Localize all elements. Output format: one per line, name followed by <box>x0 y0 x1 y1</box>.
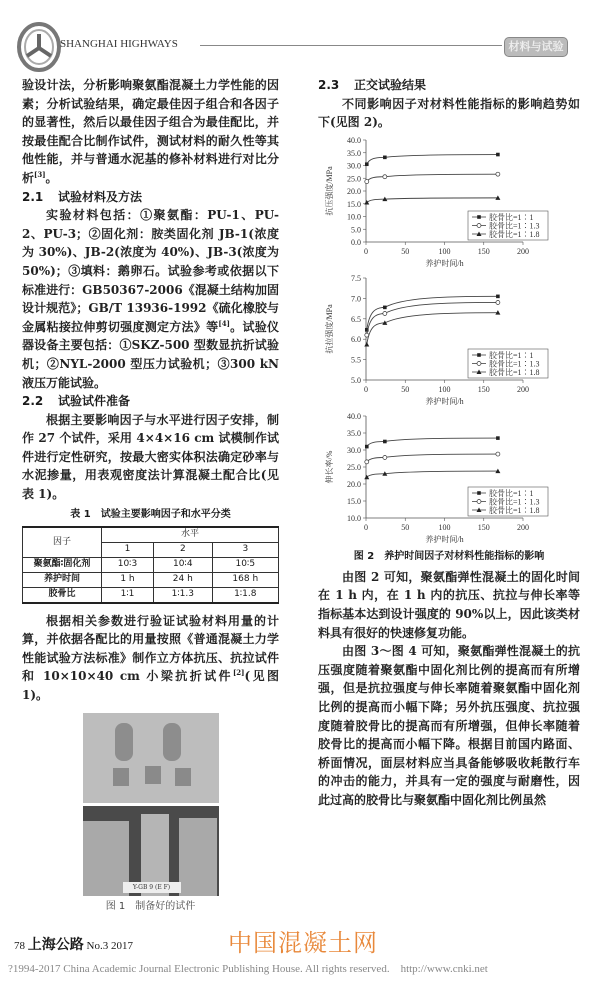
two-column-body <box>0 76 600 918</box>
y-tick-label: 30.0 <box>347 161 361 171</box>
data-point-circle <box>496 172 500 176</box>
x-tick-label: 100 <box>438 246 451 256</box>
y-tick-label: 35.0 <box>347 428 361 438</box>
figure-2-caption: 图 2 养护时间因子对材料性能指标的影响 <box>353 550 545 562</box>
data-point-circle <box>477 223 481 227</box>
x-tick-label: 0 <box>364 522 368 532</box>
x-tick-label: 100 <box>438 522 451 532</box>
journal-title-cn: 上海公路 <box>27 936 84 953</box>
table-level: 1 <box>102 542 154 557</box>
x-axis-label: 养护时间/h <box>425 396 464 406</box>
table-cell: 聚氨酯∶固化剂 <box>23 557 102 572</box>
footer-journal-info <box>14 934 133 954</box>
y-axis-label: 抗拉强度/MPa <box>325 304 334 354</box>
cube-specimen <box>113 768 129 786</box>
cnki-link[interactable]: http://www.cnki.net <box>400 962 488 975</box>
right-column <box>318 76 580 810</box>
y-tick-label: 6.5 <box>351 314 361 324</box>
series-line <box>367 471 498 477</box>
y-tick-label: 40.0 <box>347 135 361 145</box>
table-cell: 168 h <box>212 572 278 587</box>
page-header <box>0 0 600 76</box>
paragraph: 不同影响因子对材料性能指标的影响趋势如下(见图 2)。 <box>318 96 580 130</box>
series-line <box>367 312 498 344</box>
data-point-circle <box>383 311 387 315</box>
y-tick-label: 35.0 <box>347 148 361 158</box>
legend-label: 胶骨比=1∶1.3 <box>489 359 540 369</box>
table-cell: 10∶3 <box>102 557 154 572</box>
y-tick-label: 5.5 <box>351 355 361 365</box>
y-tick-label: 30.0 <box>347 445 361 455</box>
y-tick-label: 20.0 <box>347 479 361 489</box>
cylinder-specimen <box>163 723 181 761</box>
section-heading-2-3: 2.3 正交试验结果 <box>318 78 427 92</box>
x-tick-label: 0 <box>364 246 368 256</box>
figure-1-caption: 图 1 制备好的试件 <box>105 900 196 912</box>
cube-specimen <box>175 768 191 786</box>
data-point-square <box>496 153 500 157</box>
y-tick-label: 20.0 <box>347 186 361 196</box>
paragraph: 根据相关参数进行验证试验材料用量的计算，并依据各配比的用量按照《普通混凝土力学性能试验方法标准》制作立方体抗压、抗拉试件和 10×10×40 cm 小梁抗折试件[2](见图 1)。 <box>22 613 279 703</box>
chart-compressive-strength <box>318 132 580 270</box>
x-tick-label: 0 <box>364 384 368 394</box>
y-tick-label: 7.0 <box>351 294 361 304</box>
table-cell: 1∶1.3 <box>154 587 213 603</box>
x-axis-label: 养护时间/h <box>425 534 464 544</box>
table-row <box>23 587 279 603</box>
paragraph: 验设计法，分析影响聚氨酯混凝土力学性能的因素；分析试验结果，确定最佳因子组合和各因子的显著性，然后以最佳因子组合为最佳配比，并按最佳配合比制作试件，测试材料的耐久性等其他性能，并与普通水泥基的修补材料进行对比分析[3]。 <box>22 78 279 185</box>
legend-label: 胶骨比=1∶1.8 <box>489 367 540 377</box>
y-tick-label: 10.0 <box>347 513 361 523</box>
y-tick-label: 15.0 <box>347 496 361 506</box>
x-tick-label: 100 <box>438 384 451 394</box>
x-tick-label: 150 <box>477 384 490 394</box>
x-tick-label: 50 <box>401 384 410 394</box>
data-point-circle <box>383 455 387 459</box>
data-point-square <box>477 215 481 219</box>
legend-label: 胶骨比=1∶1 <box>489 350 534 360</box>
table-cell: 10∶4 <box>154 557 213 572</box>
data-point-square <box>383 155 387 159</box>
section-heading-2-2: 2.2 试验试件准备 <box>22 394 131 409</box>
table-cell: 1∶1 <box>102 587 154 603</box>
data-point-circle <box>383 175 387 179</box>
copyright-line <box>8 962 488 976</box>
table-cell: 养护时间 <box>23 572 102 587</box>
data-point-triangle <box>364 200 369 205</box>
x-tick-label: 200 <box>517 384 529 394</box>
beam-specimen <box>179 818 217 896</box>
x-tick-label: 150 <box>477 246 490 256</box>
table-cell: 1∶1.8 <box>212 587 278 603</box>
cylinder-specimen <box>115 723 133 761</box>
paragraph: 实验材料包括：①聚氨酯：PU-1、PU-2、PU-3；②固化剂：胺类固化剂 JB-1(浓度为 30%)、JB-2(浓度为 40%)、JB-3(浓度为 50%)；③填料：鹅卵石。试验参考或依据以下标准进行：GB50367-2006《混凝土结构加固设计规范》；GB/T 13936-1992《硫化橡胶与金属粘接拉伸剪切强度测定方法》等[4]。试验仪器设备主要包括：①SKZ-500 型数显抗折试验机；②NYL-2000 型压力试验机；③300 kN 液压万能试验。 <box>22 208 279 390</box>
header-rule <box>200 45 502 46</box>
left-column <box>22 76 279 918</box>
y-tick-label: 0.0 <box>351 237 361 247</box>
table-cell: 10∶5 <box>212 557 278 572</box>
data-point-square <box>477 491 481 495</box>
y-axis-label: 伸长率/% <box>325 450 334 484</box>
y-tick-label: 7.5 <box>351 273 361 283</box>
paragraph: 由图 2 可知，聚氨酯弹性混凝土的固化时间在 1 h 内，在 1 h 内的抗压、抗拉与伸长率等指标基本达到设计强度的 90%以上，因此该类材料具有很好的快速修复功能。 <box>318 569 580 640</box>
legend-label: 胶骨比=1∶1 <box>489 212 534 222</box>
journal-logo-icon <box>17 22 61 72</box>
table-cell: 胶骨比 <box>23 587 102 603</box>
table-level: 3 <box>212 542 278 557</box>
data-point-square <box>383 439 387 443</box>
y-axis-label: 抗压强度/MPa <box>325 166 334 216</box>
data-point-square <box>496 436 500 440</box>
table-cell: 24 h <box>154 572 213 587</box>
legend-label: 胶骨比=1∶1.8 <box>489 505 540 515</box>
legend-label: 胶骨比=1∶1 <box>489 488 534 498</box>
x-tick-label: 150 <box>477 522 490 532</box>
table-header-level: 水平 <box>102 527 279 543</box>
x-tick-label: 50 <box>401 522 410 532</box>
chart-elongation <box>318 408 580 546</box>
data-point-triangle <box>364 342 369 347</box>
x-axis-label: 养护时间/h <box>425 258 464 268</box>
data-point-circle <box>477 499 481 503</box>
y-tick-label: 25.0 <box>347 462 361 472</box>
issue: No.3 <box>86 939 109 952</box>
x-tick-label: 50 <box>401 246 410 256</box>
table-row <box>23 557 279 572</box>
table-level: 2 <box>154 542 213 557</box>
cube-specimen <box>145 766 161 784</box>
specimen-label: Y-GB 9 (E F) <box>123 882 181 893</box>
y-tick-label: 10.0 <box>347 212 361 222</box>
figure-1 <box>83 713 219 914</box>
data-point-square <box>496 294 500 298</box>
data-point-circle <box>496 300 500 304</box>
chart-tensile-strength <box>318 270 580 408</box>
legend-label: 胶骨比=1∶1.3 <box>489 497 540 507</box>
x-tick-label: 200 <box>517 522 529 532</box>
specimen-photo-top <box>83 713 219 803</box>
specimen-photo-bottom <box>83 806 219 896</box>
data-point-square <box>365 162 369 166</box>
paragraph: 由图 3～图 4 可知，聚氨酯弹性混凝土的抗压强度随着聚氨酯中固化剂比例的提高而有所增强，但是抗拉强度与伸长率随着聚氨酯中固化剂比例的提高而小幅下降；另外抗压强度、抗拉强度随着胶骨比的提高而有所增强，但伸长率随着胶骨比的提高而小幅下降。根据目前国内路面、桥面情况，面层材料应当具备能够吸收耗散行车的冲击的能力，并具有一定的强度与耐磨性，因此过高的胶骨比与聚氨酯中固化剂比例虽然 <box>318 644 580 807</box>
section-heading-2-1: 2.1 试验材料及方法 <box>22 189 143 204</box>
year: 2017 <box>110 939 133 952</box>
y-tick-label: 15.0 <box>347 199 361 209</box>
data-point-square <box>365 445 369 449</box>
y-tick-label: 6.0 <box>351 334 361 344</box>
data-point-square <box>383 305 387 309</box>
legend-label: 胶骨比=1∶1.3 <box>489 221 540 231</box>
paragraph: 根据主要影响因子与水平进行因子安排，制作 27 个试件，采用 4×4×16 cm 试模制作试件进行定性研究，按最大密实体积法确定砂率与水泥掺量，用表观密度法计算混凝土配合比(见表 1)。 <box>22 412 279 502</box>
data-point-circle <box>496 452 500 456</box>
y-tick-label: 40.0 <box>347 411 361 421</box>
data-point-circle <box>477 361 481 365</box>
table-caption: 表 1 试验主要影响因子和水平分类 <box>70 508 231 520</box>
table-header-factor: 因子 <box>23 527 102 558</box>
x-tick-label: 200 <box>517 246 529 256</box>
legend-label: 胶骨比=1∶1.8 <box>489 229 540 239</box>
data-point-circle <box>365 179 369 183</box>
page-footer <box>0 928 600 988</box>
data-point-circle <box>365 460 369 464</box>
y-tick-label: 5.0 <box>351 225 361 235</box>
copyright-text: ?1994-2017 China Academic Journal Electronic Publishing House. All rights reserved. <box>8 962 390 975</box>
journal-name: SHANGHAI HIGHWAYS <box>60 38 178 50</box>
table-row <box>23 572 279 587</box>
watermark: 中国混凝土网 <box>228 928 378 957</box>
table-cell: 1 h <box>102 572 154 587</box>
data-point-triangle <box>364 474 369 479</box>
section-badge: 材料与试验 <box>504 37 568 57</box>
y-tick-label: 25.0 <box>347 174 361 184</box>
data-point-square <box>477 353 481 357</box>
page-number: 78 <box>14 939 25 952</box>
factor-level-table <box>22 526 279 604</box>
y-tick-label: 5.0 <box>351 375 361 385</box>
